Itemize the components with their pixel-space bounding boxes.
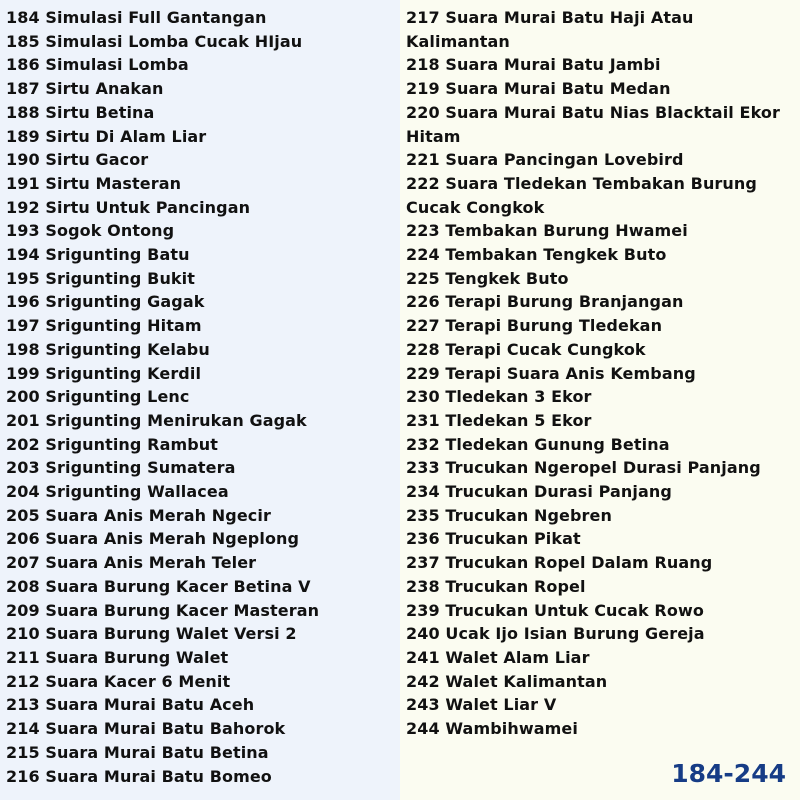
- list-item: 233 Trucukan Ngeropel Durasi Panjang: [406, 458, 761, 478]
- right-column: [400, 0, 800, 800]
- list-item: 243 Walet Liar V: [406, 695, 557, 715]
- list-item: 209 Suara Burung Kacer Masteran: [6, 600, 320, 620]
- right-track-list: [406, 6, 794, 741]
- list-item: 221 Suara Pancingan Lovebird: [406, 150, 684, 170]
- list-item: 239 Trucukan Untuk Cucak Rowo: [406, 600, 704, 620]
- list-item: 196 Srigunting Gagak: [6, 292, 205, 312]
- list-item: 194 Srigunting Batu: [6, 245, 190, 265]
- list-item: 205 Suara Anis Merah Ngecir: [6, 505, 271, 525]
- page-range-label: 184-244: [671, 759, 786, 788]
- list-item: 232 Tledekan Gunung Betina: [406, 434, 670, 454]
- list-item: 244 Wambihwamei: [406, 719, 578, 739]
- list-item: 204 Srigunting Wallacea: [6, 482, 229, 502]
- list-item: 190 Sirtu Gacor: [6, 150, 149, 170]
- list-item: 236 Trucukan Pikat: [406, 529, 581, 549]
- list-item: 218 Suara Murai Batu Jambi: [406, 55, 661, 75]
- left-track-list: [6, 6, 400, 788]
- list-item: 199 Srigunting Kerdil: [6, 363, 202, 383]
- list-item: 226 Terapi Burung Branjangan: [406, 292, 684, 312]
- list-item: 225 Tengkek Buto: [406, 268, 569, 288]
- list-item: 237 Trucukan Ropel Dalam Ruang: [406, 553, 713, 573]
- list-item: 192 Sirtu Untuk Pancingan: [6, 197, 251, 217]
- list-item: 208 Suara Burung Kacer Betina V: [6, 576, 311, 596]
- list-item: 213 Suara Murai Batu Aceh: [6, 695, 255, 715]
- list-item: 206 Suara Anis Merah Ngeplong: [6, 529, 300, 549]
- list-item: 220 Suara Murai Batu Nias Blacktail Ekor Hitam: [406, 102, 780, 146]
- list-item: 235 Trucukan Ngebren: [406, 505, 612, 525]
- list-item: 241 Walet Alam Liar: [406, 647, 590, 667]
- list-item: 231 Tledekan 5 Ekor: [406, 410, 592, 430]
- list-item: 201 Srigunting Menirukan Gagak: [6, 410, 307, 430]
- list-item: 222 Suara Tledekan Tembakan Burung Cucak Congkok: [406, 173, 757, 217]
- list-item: 189 Sirtu Di Alam Liar: [6, 126, 207, 146]
- list-item: 234 Trucukan Durasi Panjang: [406, 482, 672, 502]
- list-item: 242 Walet Kalimantan: [406, 671, 608, 691]
- list-item: 212 Suara Kacer 6 Menit: [6, 671, 231, 691]
- list-item: 187 Sirtu Anakan: [6, 79, 164, 99]
- list-item: 184 Simulasi Full Gantangan: [6, 8, 267, 27]
- list-item: 207 Suara Anis Merah Teler: [6, 553, 257, 573]
- list-item: 238 Trucukan Ropel: [406, 576, 586, 596]
- list-item: 224 Tembakan Tengkek Buto: [406, 245, 667, 265]
- list-item: 191 Sirtu Masteran: [6, 173, 182, 193]
- list-item: 193 Sogok Ontong: [6, 221, 175, 241]
- list-item: 229 Terapi Suara Anis Kembang: [406, 363, 696, 383]
- list-item: 186 Simulasi Lomba: [6, 55, 189, 75]
- list-item: 211 Suara Burung Walet: [6, 647, 229, 667]
- list-item: 185 Simulasi Lomba Cucak HIjau: [6, 31, 303, 51]
- list-item: 227 Terapi Burung Tledekan: [406, 316, 663, 336]
- list-item: 200 Srigunting Lenc: [6, 387, 190, 407]
- list-item: 203 Srigunting Sumatera: [6, 458, 236, 478]
- list-item: 230 Tledekan 3 Ekor: [406, 387, 592, 407]
- list-item: 195 Srigunting Bukit: [6, 268, 196, 288]
- list-item: 223 Tembakan Burung Hwamei: [406, 221, 688, 241]
- list-item: 219 Suara Murai Batu Medan: [406, 79, 671, 99]
- list-item: 216 Suara Murai Batu Bomeo: [6, 766, 272, 786]
- list-item: 217 Suara Murai Batu Haji Atau Kalimantan: [406, 8, 694, 51]
- list-item: 215 Suara Murai Batu Betina: [6, 742, 269, 762]
- list-item: 198 Srigunting Kelabu: [6, 339, 210, 359]
- list-item: 210 Suara Burung Walet Versi 2: [6, 624, 297, 644]
- list-item: 214 Suara Murai Batu Bahorok: [6, 719, 286, 739]
- list-item: 202 Srigunting Rambut: [6, 434, 219, 454]
- list-item: 197 Srigunting Hitam: [6, 316, 202, 336]
- list-item: 188 Sirtu Betina: [6, 102, 155, 122]
- list-item: 240 Ucak Ijo Isian Burung Gereja: [406, 624, 705, 644]
- list-item: 228 Terapi Cucak Cungkok: [406, 339, 646, 359]
